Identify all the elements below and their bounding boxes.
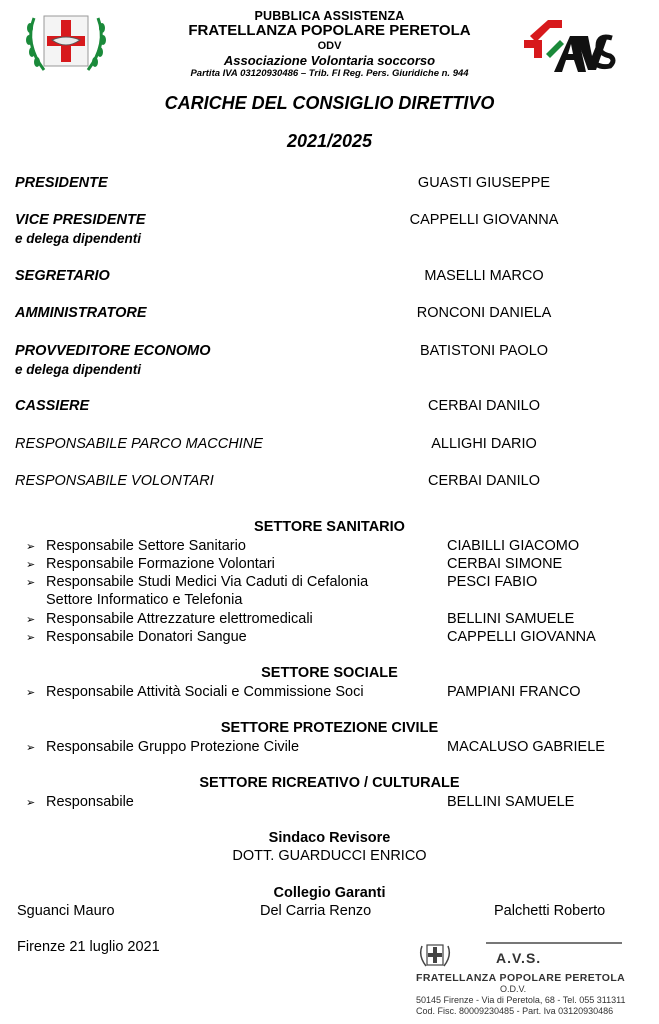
name-segretario: MASELLI MARCO (424, 268, 544, 284)
association-stamp (416, 940, 626, 1020)
collegio-title: Collegio Garanti (273, 885, 386, 901)
list-item: ➢ Responsabile Attività Sociali e Commissione Soci (26, 684, 364, 700)
arrow-bullet-icon: ➢ (26, 797, 36, 809)
arrow-bullet-icon: ➢ (26, 614, 36, 626)
stamp-emblem-icon (418, 942, 452, 970)
list-item-name: BELLINI SAMUELE (447, 611, 575, 627)
role-vice-presidente: VICE PRESIDENTE (15, 212, 146, 228)
list-item-name: CAPPELLI GIOVANNA (447, 629, 596, 645)
name-volontari: CERBAI DANILO (428, 473, 540, 489)
role-provveditore: PROVVEDITORE ECONOMO (15, 343, 211, 359)
list-item-name: PESCI FABIO (447, 574, 538, 590)
header-line-2: FRATELLANZA POPOLARE PERETOLA (188, 22, 471, 39)
role-presidente: PRESIDENTE (15, 175, 108, 191)
list-item: ➢ Responsabile Settore Sanitario (26, 538, 246, 554)
sindaco-name: DOTT. GUARDUCCI ENRICO (232, 848, 427, 864)
role-vice-presidente-sub: e delega dipendenti (15, 231, 142, 246)
list-item-continuation: Settore Informatico e Telefonia (46, 592, 243, 608)
role-segretario: SEGRETARIO (15, 268, 110, 284)
list-item: ➢ Responsabile Donatori Sangue (26, 629, 247, 645)
arrow-bullet-icon: ➢ (26, 742, 36, 754)
role-provveditore-sub: e delega dipendenti (15, 362, 142, 377)
role-amministratore: AMMINISTRATORE (15, 305, 147, 321)
arrow-bullet-icon: ➢ (26, 559, 36, 571)
stamp-line-1: FRATELLANZA POPOLARE PERETOLA (416, 972, 626, 984)
section-title-sanitario: SETTORE SANITARIO (254, 519, 405, 535)
arrow-bullet-icon: ➢ (26, 632, 36, 644)
list-item: ➢ Responsabile Studi Medici Via Caduti di Cefalonia (26, 574, 369, 590)
stamp-line-3: 50145 Firenze - Via di Peretola, 68 - Tel. 055 311311 (416, 995, 626, 1005)
section-title-protezione-civile: SETTORE PROTEZIONE CIVILE (220, 720, 439, 736)
name-vice-presidente: CAPPELLI GIOVANNA (409, 212, 559, 228)
stamp-line-2: O.D.V. (500, 984, 527, 994)
section-title-sociale: SETTORE SOCIALE (261, 665, 398, 681)
garante-3: Palchetti Roberto (494, 903, 606, 919)
list-item-name: CERBAI SIMONE (447, 556, 563, 572)
header-line-3: ODV (317, 40, 342, 52)
sindaco-title: Sindaco Revisore (268, 830, 391, 846)
garante-1: Sguanci Mauro (17, 903, 115, 919)
role-parco-macchine: RESPONSABILE PARCO MACCHINE (15, 436, 263, 452)
arrow-bullet-icon: ➢ (26, 541, 36, 553)
name-parco-macchine: ALLIGHI DARIO (431, 436, 537, 452)
list-item: ➢ Responsabile Formazione Volontari (26, 556, 275, 572)
list-item-name: MACALUSO GABRIELE (447, 739, 605, 755)
list-item-name: PAMPIANI FRANCO (447, 684, 581, 700)
stamp-rule (486, 942, 622, 944)
list-item-name: CIABILLI GIACOMO (447, 538, 580, 554)
document-date: Firenze 21 luglio 2021 (17, 939, 160, 955)
name-provveditore: BATISTONI PAOLO (419, 343, 549, 359)
list-item: ➢ Responsabile Attrezzature elettromedicali (26, 611, 313, 627)
arrow-bullet-icon: ➢ (26, 577, 36, 589)
list-item-name: BELLINI SAMUELE (447, 794, 575, 810)
garante-2: Del Carria Renzo (260, 903, 372, 919)
name-cassiere: CERBAI DANILO (428, 398, 540, 414)
header-line-4: Associazione Volontaria soccorso (223, 53, 436, 68)
document-period: 2021/2025 (286, 131, 373, 151)
section-title-ricreativo: SETTORE RICREATIVO / CULTURALE (199, 775, 460, 791)
stamp-line-4: Cod. Fisc. 80009230485 - Part. Iva 03120930486 (416, 1006, 614, 1016)
header-line-5: Partita IVA 03120930486 – Trib. FI Reg. Pers. Giuridiche n. 944 (190, 68, 469, 79)
list-item: ➢ Responsabile Gruppo Protezione Civile (26, 739, 300, 755)
header-line-1: PUBBLICA ASSISTENZA (254, 9, 405, 23)
arrow-bullet-icon: ➢ (26, 687, 36, 699)
document-title: CARICHE DEL CONSIGLIO DIRETTIVO (164, 93, 495, 113)
stamp-avs: A.V.S. (496, 950, 542, 966)
role-volontari: RESPONSABILE VOLONTARI (15, 473, 214, 489)
name-presidente: GUASTI GIUSEPPE (417, 175, 551, 191)
list-item: ➢ Responsabile (26, 794, 134, 810)
role-cassiere: CASSIERE (15, 398, 90, 414)
name-amministratore: RONCONI DANIELA (416, 305, 552, 321)
